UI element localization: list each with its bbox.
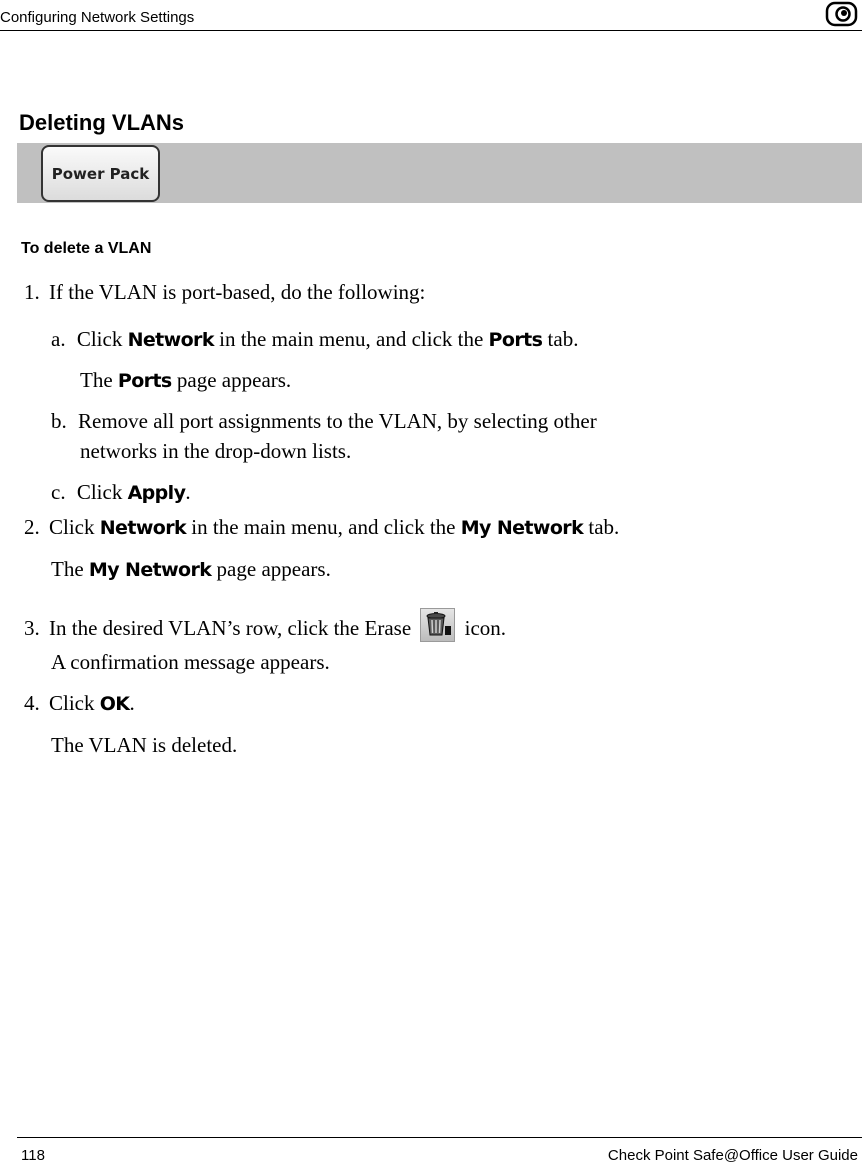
step-number: 2. (24, 515, 40, 539)
substep-text: tab. (547, 327, 579, 351)
step-text: If the VLAN is port-based, do the following: (49, 280, 426, 304)
step-number: 3. (24, 616, 40, 640)
power-pack-banner (17, 143, 862, 203)
result-text: page appears. (176, 368, 292, 392)
ui-label-apply: Apply (127, 482, 186, 504)
step-4-result: The VLAN is deleted. (51, 733, 238, 757)
result-text: The (51, 557, 84, 581)
step-text: tab. (588, 515, 620, 539)
guide-title: Check Point Safe@Office User Guide (607, 1147, 858, 1164)
header-divider (0, 30, 862, 31)
substep-text: Click (76, 327, 123, 351)
ui-label-network: Network (127, 329, 214, 351)
substep-letter: a. (51, 327, 66, 351)
result-text: The (80, 368, 113, 392)
footer-divider (17, 1137, 862, 1138)
substep-a (51, 327, 578, 352)
step-4 (24, 691, 135, 716)
substep-text: Remove all port assignments to the VLAN, by selecting other (78, 409, 597, 433)
step-text: In the desired VLAN’s row, click the Erase (49, 616, 412, 640)
substep-text: Click (76, 480, 123, 504)
substep-letter: c. (51, 480, 66, 504)
eye-logo-icon (825, 1, 859, 27)
ui-label-ports: Ports (488, 329, 543, 351)
ui-label-ok: OK (99, 693, 130, 715)
step-2-result (51, 557, 331, 582)
step-number: 1. (24, 280, 40, 304)
result-text: page appears. (216, 557, 331, 581)
substep-a-result (80, 368, 291, 393)
ui-label-my-network: My Network (88, 559, 212, 581)
ui-label-network: Network (99, 517, 187, 539)
substep-letter: b. (51, 409, 67, 433)
page-number: 118 (21, 1147, 45, 1164)
step-3-result: A confirmation message appears. (51, 650, 330, 674)
step-3 (24, 608, 506, 642)
step-1 (24, 280, 425, 304)
power-pack-badge: Power Pack (41, 145, 160, 202)
step-text: Click (49, 515, 95, 539)
ui-label-ports: Ports (117, 370, 172, 392)
step-text: icon. (464, 616, 507, 640)
ui-label-my-network: My Network (460, 517, 584, 539)
substep-b (51, 409, 597, 433)
step-text: in the main menu, and click the (191, 515, 456, 539)
procedure-title: To delete a VLAN (21, 240, 152, 257)
trash-can-icon (420, 608, 455, 642)
substep-text: . (185, 480, 191, 504)
step-number: 4. (24, 691, 40, 715)
step-text: Click (49, 691, 95, 715)
substep-text: in the main menu, and click the (219, 327, 484, 351)
section-title: Deleting VLANs (19, 110, 185, 135)
running-header-title: Configuring Network Settings (0, 9, 195, 26)
substep-c (51, 480, 191, 505)
step-text: . (129, 691, 135, 715)
substep-b-continuation: networks in the drop-down lists. (80, 439, 352, 463)
step-2 (24, 515, 619, 540)
